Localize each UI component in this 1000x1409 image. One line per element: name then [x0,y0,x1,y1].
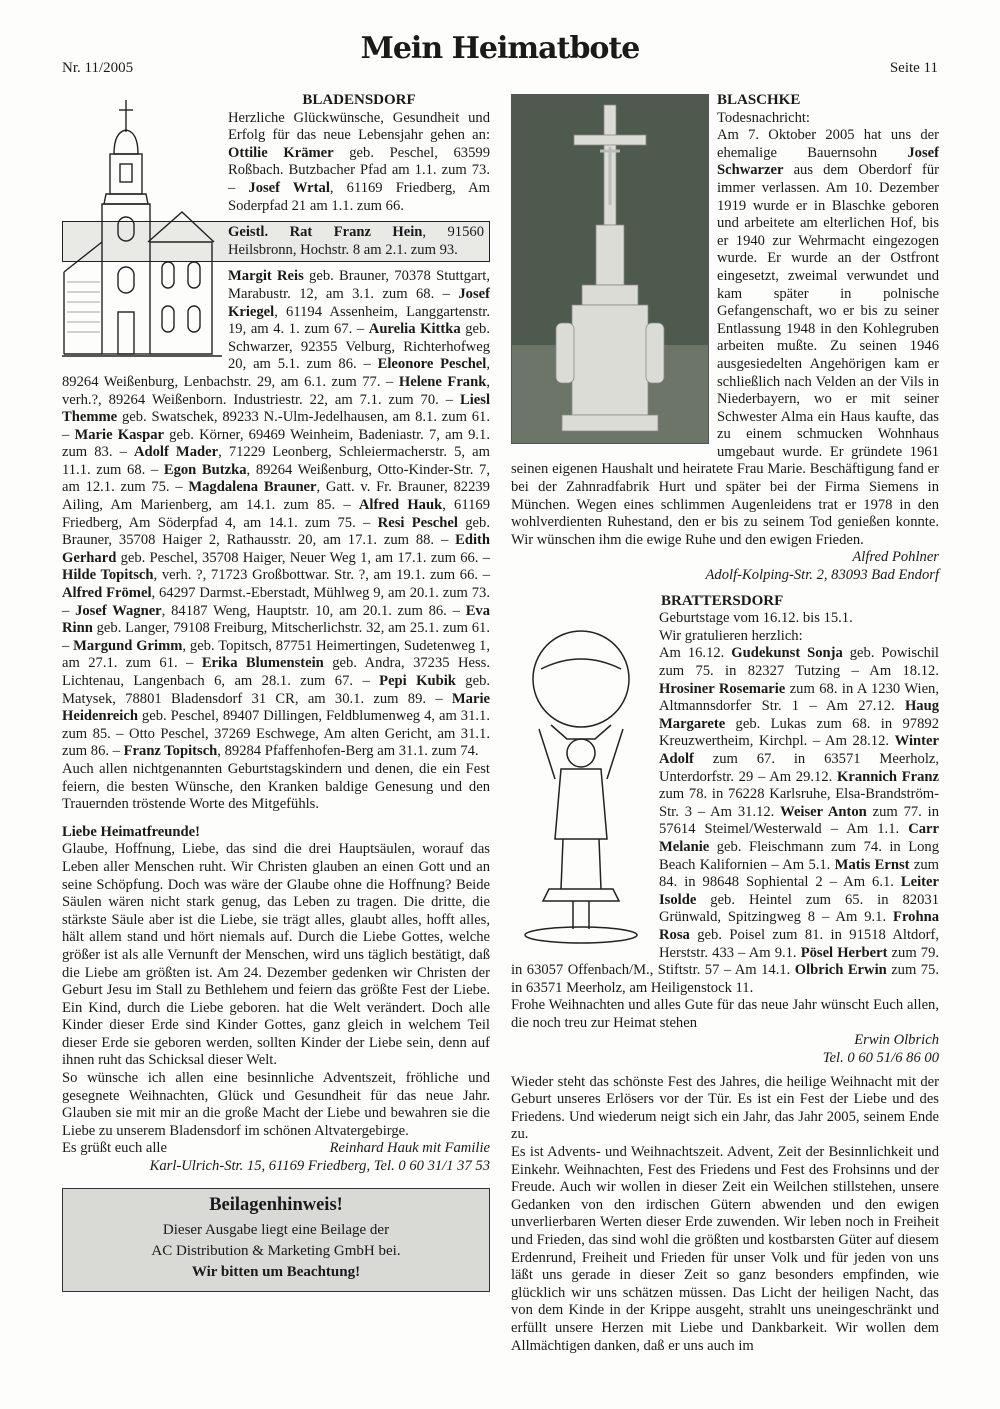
page-number: Seite 11 [889,60,938,76]
section-title-blaschke: BLASCHKE [717,92,801,108]
brattersdorf-signature-name: Erwin Olbrich [854,1032,939,1049]
ad-line-3: Wir bitten um Beachtung! [191,1264,361,1281]
christmas-paragraph-1: Wieder steht das schönste Fest des Jahres, die heilige Weihnacht mit der Geburt unseres Erlösers vor der Tür. Es ist ein Fest der Liebe und des Friedens. Und wiederum neigt sich ein Jahr, das Jahr 2005, seinem Ende zu. [511,1073,939,1143]
letter-paragraph-1: Glaube, Hoffnung, Liebe, das sind die drei Hauptsäulen, worauf das Leben aller Menschen ruht. Wir Christen glauben an einen Gott und an seine Schöpfung. Doch was wäre der Glaube ohne die Hoffnung? Beide Säulen wären nicht stark genug, das Leben zu tragen. Die dritte, die stärkste Säule aber ist die Liebe, sie trägt alles, glaubt alles, hofft alles, hält allem stand und hört niemals auf. Durch die Liebe Gottes, welche größer ist als alle Vernunft der Menschen, wird uns täglich bestätigt, daß die Liebe am größten ist. Am 24. Dezember gedenken wir Christen der Geburt Jesu im Stall zu Bethlehem und feiern das größte Fest der Liebe. Ein Kind, durch die Liebe geboren. hat die Welt verändert. Doch alle Kinder dieser Erde sind Kinder Gottes, ganz gleich in welchem Teil dieser Erde sie geboren werden, sollten Kinder der Liebe sein, denn auf ihnen ruht das Schicksal dieser Welt. [62,841,490,1069]
atlas-drawing [511,629,651,949]
masthead-logo: Mein Heimatbote [360,31,640,66]
church-drawing [62,92,222,362]
birthday-list-bladensdorf: Margit Reis geb. Brauner, 70378 Stuttgart, Marabustr. 12, am 3.1. zum 68. – Josef Kriegel, 61194 Assenheim, Langgartenstr. 19, am 4. 1. zum 67. – Aurelia Kittka geb. Schwarzer, 92355 Velburg, Richterhofweg 20, am 5.1. zum 86. – Eleonore Peschel, 89264 Weißenburg, Lenbachstr. 29, am 6.1. zum 77. – Helene Frank, verh.?, 89264 Weißenborn. Industriestr. 22, am 7.1. zum 70. – Liesl Themme geb. Swatschek, 89233 N.-Ulm-Jedelhausen, am 8.1. zum 61. – Marie Kaspar geb. Körner, 69469 Weinheim, Badeniastr. 7, am 9.1. zum 83. – Adolf Mader, 71229 Leonberg, Schleiermacherstr. 5, am 11.1. zum 68. – Egon Butzka, 89264 Weißenburg, Otto-Kinder-Str. 7, am 12.1. zum 75. – Magdalena Brauner, Gatt. v. Fr. Brauner, 82239 Ailing, Am Marienberg, am 14.1. zum 85. – Alfred Hauk, 61169 Friedberg, Am Söderpfad 4, am 14.1. zum 75. – Resi Peschel geb. Brauner, 35708 Haiger 2, Rathausstr. 20, am 17.1. zum 88. – Edith Gerhard geb. Peschel, 35708 Haiger, Neuer Weg 1, am 17.1. zum 66. – Hilde Topitsch, verh. ?, 71723 Großbottwar. Str. ?, am 19.1. zum 66. – Alfred Frömel, 64297 Darmst.-Eberstadt, Mühlweg 9, am 20.1. zum 73. – Josef Wagner, 84187 Weng, Hauptstr. 10, am 20.1. zum 86. – Eva Rinn geb. Langer, 79108 Freiburg, Mitscherlichstr. 32, am 25.1. zum 61. – Margund Grimm, geb. Topitsch, 87751 Heimertingen, Sudetenweg 1, am 27.1. zum 61. – Erika Blumenstein geb. Andra, 37235 Hess. Lichtenau, Langenbach 6, am 28.1. zum 67. – Pepi Kubik geb. Matysek, 78801 Bladensdorf 31 CR, am 30.1. zum 89. – Marie Heidenreich geb. Peschel, 89407 Dillingen, Feldblumenweg 4, am 31.1. zum 85. – Otto Peschel, 37269 Eschwege, Am alten Gericht, am 31.1. zum 86. – Franz Topitsch, 89284 Pfaffenhofen-Berg am 31.1. zum 74. [62,268,491,760]
cross-drawing [512,95,708,443]
wayside-cross-photo [511,94,709,444]
blaschke-signature-name: Alfred Pohlner [852,549,939,566]
bladensdorf-intro: Herzliche Glückwünsche, Gesundheit und Erfolg für das neue Lebensjahr gehen an: Ottilie Krämer geb. Peschel, 63599 Roßbach. Butzbacher Pfad am 1.1. zum 73. – Josef Wrtal, 61169 Friedberg, Am Soderpfad 21 am 1.1. zum 66. [228,109,491,214]
right-column [511,92,939,1355]
section-title-brattersdorf: BRATTERSDORF [661,592,784,609]
highlight-box: Geistl. Rat Franz Hein, 91560 Heilsbronn, Hochstr. 8 am 2.1. zum 93. [62,221,490,262]
brattersdorf-congrats: Wir gratulieren herzlich: [659,627,803,644]
issue-number: Nr. 11/2005 [62,60,134,76]
letter-paragraph-2: So wünsche ich allen eine besinnliche Adventszeit, fröhliche und gesegnete Weihnachten, Glück und Gesundheit für das neue Jahr. Glauben sie mit mir an die große Macht der Liebe und bewahren sie die Liebe zu unserem Bladensdorf im schönen Altvatergebirge. [62,1070,490,1139]
birthday-list-brattersdorf: Am 16.12. Gudekunst Sonja geb. Powischil zum 75. in 82327 Tutzing – Am 18.12. Hrosiner Rosemarie zum 68. in A 1230 Wien, Altmannsdorfer Str. 1 – Am 27.12. Haug Margarete geb. Lukas zum 68. in 97892 Kreuzwertheim, Kirchpl. – Am 28.12. Winter Adolf zum 67. in 63571 Meerholz, Unterdorfstr. 29 – Am 29.12. Krannich Franz zum 78. in 76228 Karlsruhe, Elsa-Brandström-Str. 3 – Am 31.12. Weiser Anton zum 77. in 57614 Steimel/Westerwald – Am 1.1. Carr Melanie geb. Fleischmann zum 74. in Long Beach Kalifornien – Am 5.1. Matis Ernst zum 84. in 98648 Sophiental 2 – Am 6.1. Leiter Isolde geb. Heintel zum 65. in 82031 Grünwald, Spitzingweg 8 – Am 9.1. Frohna Rosa geb. Poisel zum 81. in 91518 Altdorf, Herststr. 433 – Am 9.1. Pösel Herbert zum 79. in 63057 Offenbach/M., Stiftstr. 57 – Am 14.1. Olbrich Erwin zum 75. in 63571 Meerholz, am Heiligenstock 11. [511,645,940,996]
supplement-notice [62,1188,490,1293]
brattersdorf-range: Geburtstage vom 16.12. bis 15.1. [659,610,853,627]
brattersdorf-wish: Frohe Weihnachten und alles Gute für das neue Jahr wünscht Euch allen, die noch treu zur Heimat stehen [511,997,939,1031]
atlas-statue-illustration [511,629,651,949]
christmas-paragraph-2: Es ist Advents- und Weihnachtszeit. Advent, Zeit der Besinnlichkeit und Einkehr. Weihnachten, Fest des Friedens und Fest des Frohsinns und der Freude. Auch wir wollen in dieser Zeit ein Weilchen stillstehen, unsere Gedanken von den irdischen Gütern abwenden und den ewigen unverlierbaren Werten dieser Erde zuwenden. Wir leben noch in Freiheit und Frieden, das sind wohl die größten und kostbarsten Güter auf diesem Erdenrund, Freiheit und Frieden für unser Volk und für jeden von uns läßt uns gerade in dieser Zeit so ganz besonders empfinden, wie glücklich wir uns schätzen müssen. Das Licht der heiligen Nacht, das von dem Kinde in der Krippe ausgeht, strahlt uns uneingeschränkt und erfüllt unsere Herzen mit Liebe und Dankbarkeit. Wir wollen dem Allmächtigen danken, daß er uns auch im [511,1144,939,1354]
death-notice-label: Todesnachricht: [717,109,810,126]
death-notice-text: Am 7. Oktober 2005 hat uns der ehemalige Bauernsohn Josef Schwarzer aus dem Oberdorf für immer verlassen. Am 10. Dezember 1919 wurde er in Blaschke geboren und arbeitete am elterlichen Hof, bis er 1940 zur Wehrmacht eingezogen wurde. Er wurde an der Ostfront eingesetzt, zweimal verwundet und kam später in polnische Gefangenschaft, wo er bis zu seiner Entlassung 1948 in den Kohlegruben arbeiten mußte. Zu seinen 1946 ausgesiedelten Angehörigen kam er schließlich nach Velden an der Vils in Niederbayern, wo er mit seiner Schwester Alma ein Haus kaufte, das zu einem schmucken Wohnhaus umgebaut wurde. Er gründete 1961 seinen eigenen Haushalt und heiratete Frau Marie. Beschäftigung fand er bei der Zahnradfabrik Hurt und später bei der Firma Siemens in München. Wegen eines schlimmen Augenleidens trat er 1978 in den wohlverdienten Ruhestand, den er bis zu seinem Tod genießen konnte. Wir wünschen ihm die ewige Ruhe und den ewigen Frieden. [511,127,939,548]
ad-line-2: AC Distribution & Marketing GmbH bei. [151,1243,401,1260]
blaschke-signature-address: Adolf-Kolping-Str. 2, 83093 Bad Endorf [705,567,939,584]
ad-title: Beilagenhinweis! [209,1194,343,1215]
letter-signoff [62,1140,490,1158]
signature-name: Reinhard Hauk mit Familie [329,1140,490,1157]
signature-address: Karl-Ulrich-Str. 15, 61169 Friedberg, Tel. 0 60 31/1 37 53 [149,1158,490,1175]
left-column [62,92,490,1292]
letter-heading: Liebe Heimatfreunde! [62,823,200,840]
bladensdorf-closing: Auch allen nichtgenannten Geburtstagskindern und denen, die ein Fest feiern, die besten Wünsche, den Kranken baldige Genesung und den Trauernden tröstende Worte des Mitgefühls. [62,760,490,813]
section-title-bladensdorf: BLADENSDORF [302,92,416,108]
greeting: Es grüßt euch alle [62,1140,167,1157]
ad-line-1: Dieser Ausgabe liegt eine Beilage der [162,1222,390,1239]
brattersdorf-signature-phone: Tel. 0 60 51/6 86 00 [822,1050,939,1067]
church-illustration [62,92,222,362]
